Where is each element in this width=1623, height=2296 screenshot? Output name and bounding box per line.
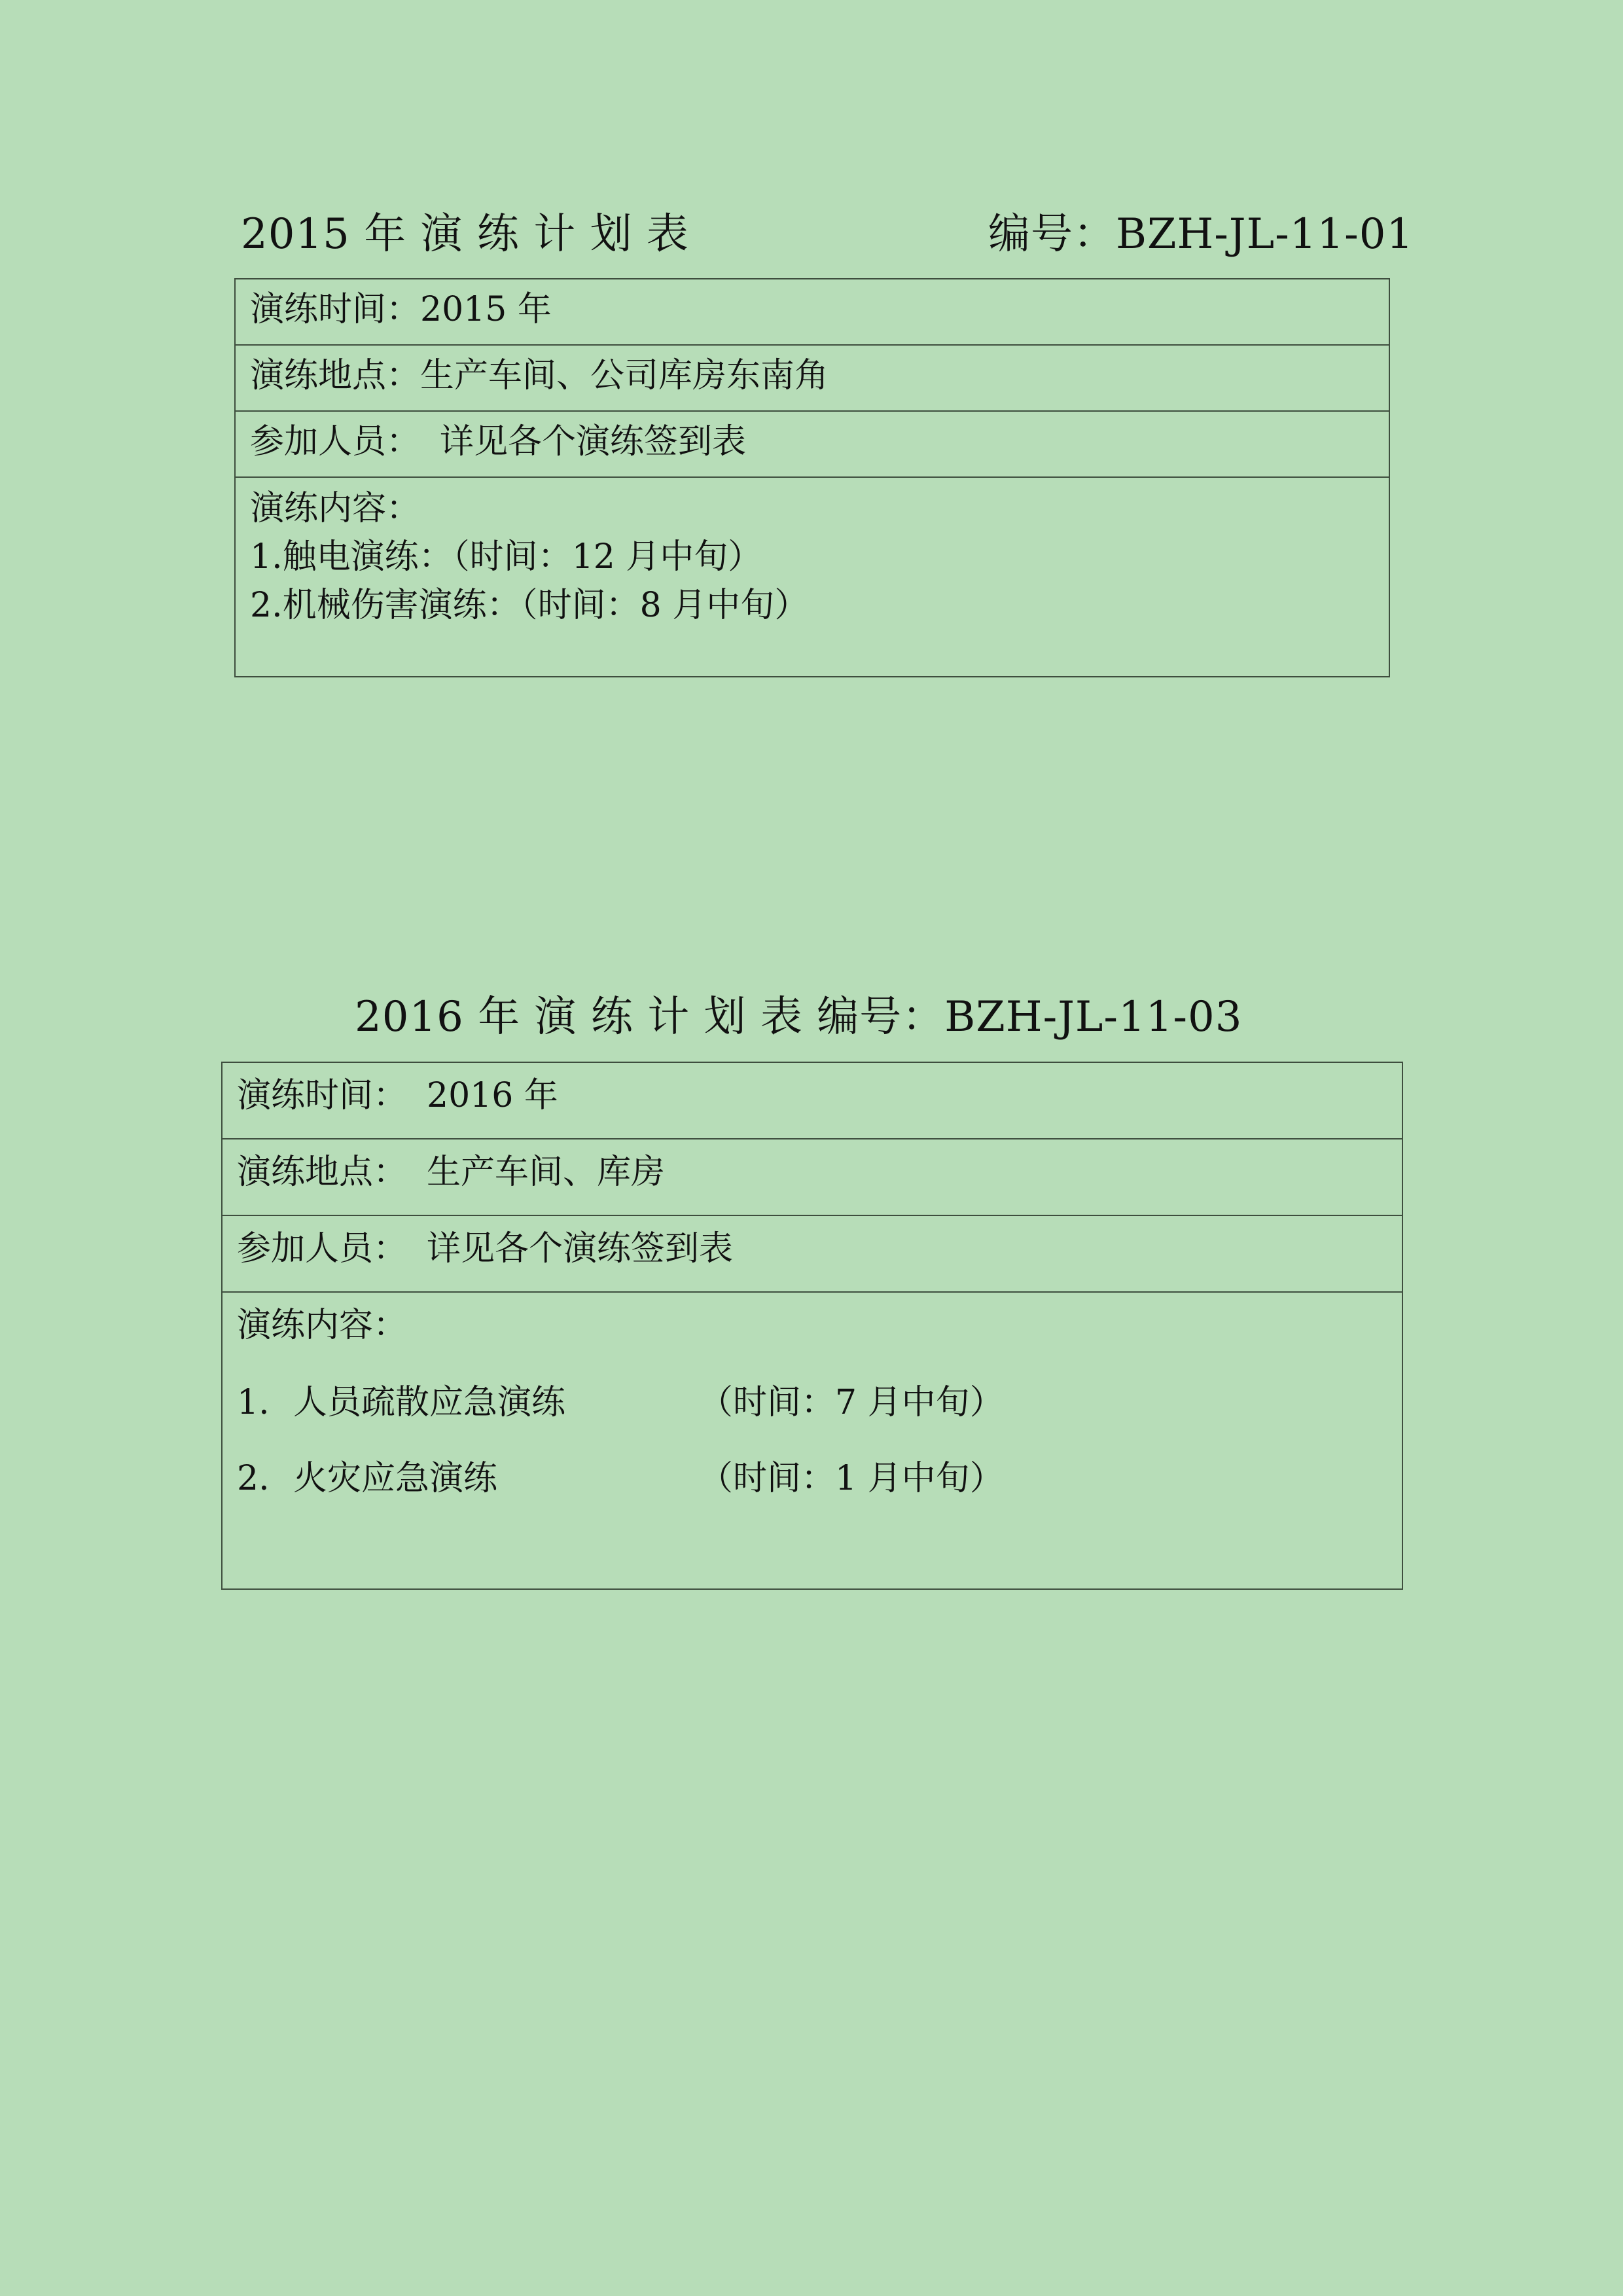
list-item: 1.触电演练：（时间：12 月中旬） (250, 537, 762, 577)
place-value: 生产车间、公司库房东南角 (420, 356, 829, 395)
plan-2016-table (221, 1062, 1403, 1590)
people-value: 详见各个演练签到表 (440, 422, 747, 461)
plan-2015-table (234, 278, 1390, 677)
plan-2016-people-row (222, 1215, 1402, 1292)
place-label: 演练地点： (250, 356, 421, 395)
plan-2016-place-row (222, 1139, 1402, 1215)
list-item: 2.机械伤害演练：（时间：8 月中旬） (250, 586, 809, 625)
item-time: （时间：1 月中旬） (699, 1459, 1004, 1498)
list-item (237, 1441, 1387, 1516)
plan-2016-time-row (222, 1062, 1402, 1139)
plan-2016-content-row (222, 1292, 1402, 1589)
plan-2015-people-row (235, 411, 1389, 477)
item-time: （时间：7 月中旬） (699, 1383, 1004, 1422)
list-item (237, 1365, 1387, 1441)
time-label: 演练时间： (237, 1076, 408, 1115)
place-label: 演练地点： (237, 1153, 408, 1192)
plan-2015-code: 编号：BZH-JL-11-01 (988, 210, 1414, 259)
item-number: 2. (237, 1459, 270, 1498)
plan-2016-title: 2016 年 演 练 计 划 表 编号：BZH-JL-11-03 (355, 993, 1243, 1041)
people-label: 参加人员： (237, 1229, 408, 1268)
time-value: 2016 年 (427, 1076, 558, 1115)
people-value: 详见各个演练签到表 (427, 1229, 734, 1268)
plan-2015-time-row (235, 279, 1389, 345)
content-label: 演练内容： (237, 1306, 408, 1345)
plan-2015-place-row (235, 345, 1389, 411)
plan-2015-title: 2015 年 演 练 计 划 表 (241, 210, 689, 259)
item-name: 火灾应急演练 (293, 1459, 498, 1498)
plan-2015-content-row (235, 477, 1389, 677)
people-label: 参加人员： (250, 422, 421, 461)
content-label: 演练内容： (250, 489, 421, 528)
place-value: 生产车间、库房 (427, 1153, 666, 1192)
time-label: 演练时间： (250, 290, 421, 329)
item-number: 1. (237, 1383, 270, 1422)
time-value: 2015 年 (420, 290, 552, 329)
item-name: 人员疏散应急演练 (293, 1383, 566, 1422)
